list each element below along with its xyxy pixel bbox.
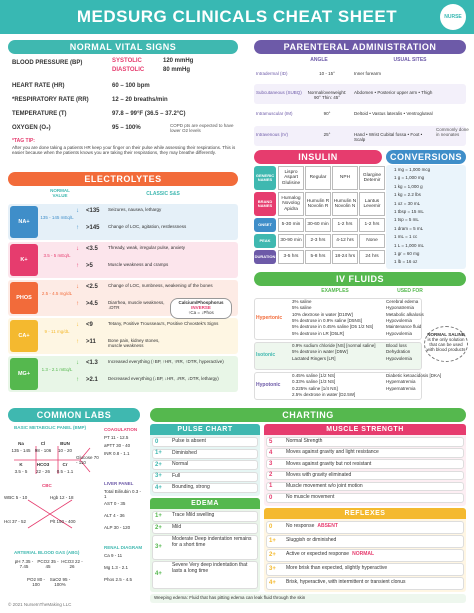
cbc-label: CBC: [42, 483, 52, 488]
insulin-cell: Lantus Levemir: [359, 192, 385, 216]
pulse-text: Full: [172, 472, 181, 479]
liver-item: Total Bilirubin 0.3 - 1: [104, 489, 142, 499]
insulin-cell: Lispro Aspart Glulisine: [278, 166, 304, 190]
bmp-bottom-value: 0.5 - 1.1: [56, 469, 74, 474]
reflex-text-label: Brisk, hyperactive, with intermittent or transient clonus: [286, 579, 406, 585]
hr-label: HEART RATE (HR): [12, 83, 65, 89]
pulse-text: Bounding, strong: [172, 484, 210, 491]
reflex-text: [286, 580, 462, 586]
insulin-row-label: PEAK: [254, 234, 276, 248]
electrolytes-header: ELECTROLYTES: [8, 172, 238, 186]
insulin-cell: 4-12 hrs: [332, 234, 358, 248]
edema-text: Trace Mild swelling: [172, 512, 215, 518]
low-arrow-icon: ↓: [76, 322, 79, 328]
electrolyte-low-value: <1.3: [86, 360, 98, 366]
page-title: MEDSURG CLINICALS CHEAT SHEET: [0, 0, 474, 34]
charting-header: CHARTING: [150, 408, 466, 422]
edema-score: 3+: [155, 543, 162, 550]
electrolyte-high-value: >4.5: [86, 301, 98, 307]
temp-label: TEMPERATURE (T): [12, 111, 67, 117]
labs-header: COMMON LABS: [8, 408, 140, 422]
edema-text: Moderate Deep indentation remains for a short time: [172, 536, 252, 548]
pulse-score: 3+: [155, 473, 162, 480]
electrolyte-high-text: Bone pain, kidney stones, muscle weakness: [108, 338, 160, 348]
reflex-score: 4+: [269, 579, 276, 586]
ivfluid-use: Hypovolemia: [386, 355, 413, 361]
muscle-score: 3: [269, 461, 273, 467]
insulin-cell: 5-30 min: [278, 218, 304, 232]
high-arrow-icon: ↑: [76, 377, 79, 383]
pulse-header: PULSE CHART: [150, 424, 260, 435]
insulin-cell: Humulin R Novolin R: [305, 192, 331, 216]
calcium-note-title: Calcium/Phosphorus: [178, 300, 224, 305]
ivfluids-col-examples: EXAMPLES: [321, 288, 349, 294]
insulin-cell: 30-60 min: [305, 218, 331, 232]
electrolyte-badge: PHOS: [10, 282, 38, 314]
reflex-score: 1+: [269, 537, 276, 544]
abg-item: SaO2 95 - 100%: [49, 577, 71, 587]
muscle-score: 1: [269, 483, 273, 490]
electrolyte-low-text: Tetany, Positive Trousseau's, Positive Chvostek's Signs: [108, 321, 219, 326]
reflex-score: 2+: [269, 551, 276, 558]
ivfluid-type: Hypertonic: [256, 315, 283, 321]
electrolyte-high-text: Change of LOC, agitation, restlessness: [108, 224, 187, 229]
conversion-item: 1 mg = 1,000 mcg: [394, 167, 431, 172]
high-arrow-icon: ↑: [76, 225, 79, 231]
pulse-score: 2+: [155, 461, 162, 468]
electrolyte-badge: CA+: [10, 320, 38, 352]
abg-item: pH 7.35 - 7.45: [14, 559, 34, 569]
diastolic-label: DIASTOLIC: [112, 67, 145, 73]
high-arrow-icon: ↑: [76, 263, 79, 269]
conversion-item: 1 L = 1,000 mL: [394, 242, 424, 248]
ivfluid-use: Maintenance fluid: [386, 324, 422, 330]
edema-score: 1+: [155, 512, 162, 519]
muscle-text: No muscle movement: [286, 494, 335, 501]
temp-value: 97.8 – 99°F (36.5 – 37.2°C): [112, 111, 186, 117]
electrolyte-high-value: >11: [86, 339, 96, 345]
ivfluid-example: 0.33% saline [1/3 NS]: [292, 379, 336, 385]
liver-item: ALP 30 - 120: [104, 525, 131, 530]
parenteral-route: Subcutaneous (SUBQ): [256, 90, 302, 95]
insulin-header: INSULIN: [254, 150, 382, 164]
reflex-tag: ABSENT: [317, 523, 338, 529]
bmp-top-value: 10 - 20: [57, 448, 72, 453]
reflex-text-label: No response: [286, 523, 315, 529]
o2-value: 95 – 100%: [112, 125, 141, 131]
ivfluid-example: 5% saline: [292, 305, 312, 311]
renal-label: RENAL DIAGRAM: [104, 545, 143, 550]
ivfluid-example: 5% dextrose in water [D5W]: [292, 349, 348, 355]
pulse-text: Diminished: [172, 449, 197, 456]
bmp-top-value: 135 - 145: [11, 448, 31, 453]
bmp-bottom-value: 3.5 - 5: [14, 469, 28, 474]
electrolyte-low-text: Seizures, nausea, lethargy: [108, 207, 162, 212]
electrolyte-range: 2.5 - 4.5 mg/dL: [41, 291, 73, 296]
insulin-cell: None: [359, 234, 385, 248]
diastolic-value: 80 mmHg: [163, 67, 191, 73]
bmp-top-name: Na: [18, 441, 24, 446]
muscle-header: MUSCLE STRENGTH: [264, 424, 466, 435]
insulin-row-label: DURATION: [254, 250, 276, 264]
abg-item: HCO3 22 - 26: [61, 559, 83, 569]
cbc-item: Hct 37 - 52: [4, 519, 27, 524]
systolic-label: SYSTOLIC: [112, 58, 142, 64]
reflex-text: [286, 524, 462, 530]
cbc-item: Plt 150 - 400: [50, 519, 76, 524]
hr-value: 60 – 100 bpm: [112, 83, 150, 89]
ivfluid-type: Isotonic: [256, 352, 276, 358]
ivfluids-header: IV FLUIDS: [254, 272, 466, 286]
reflex-text: [286, 552, 462, 558]
parenteral-sites: Deltoid • Vastus lateralis • Ventrogluteal: [354, 111, 433, 116]
insulin-cell: 24 hrs: [359, 250, 385, 264]
ivfluid-use: Cerebral edema: [386, 299, 419, 304]
parenteral-sites: Inner forearm: [354, 71, 382, 76]
electrolyte-low-value: <135: [86, 208, 100, 214]
edema-score: 4+: [155, 571, 162, 577]
abg-label: ARTERIAL BLOOD GAS (ABG): [14, 550, 80, 555]
reflex-text-label: More brisk than expected, slightly hyperactive: [286, 565, 388, 571]
abg-item: PO2 80 - 100: [26, 577, 45, 587]
liver-label: LIVER PANEL: [104, 481, 134, 486]
bmp-bottom-value: 22 - 26: [35, 469, 50, 474]
coag-item: aPTT 30 - 40: [104, 443, 131, 448]
muscle-text: Normal Strength: [286, 438, 323, 445]
pulse-text: Normal: [172, 461, 189, 468]
renal-item: Mg 1.3 - 2.1: [104, 565, 129, 570]
conversion-item: 1 kg = 2.2 lbs: [394, 192, 421, 198]
conversion-item: 1 kg = 1,000 g: [394, 183, 423, 189]
muscle-score: 0: [269, 494, 273, 501]
electrolyte-range: 9 - 11 mg/dL: [44, 329, 70, 334]
electrolyte-low-text: Thready, weak, irregular pulse, anxiety: [108, 245, 185, 250]
pulse-score: 0: [155, 438, 159, 445]
electrolyte-low-value: <9: [86, 322, 93, 328]
o2-note: COPD pts are expected to have lower O2 levels: [170, 123, 234, 133]
insulin-cell: 18-24 hrs: [332, 250, 358, 264]
insulin-cell: 30-90 min: [278, 234, 304, 248]
electrolyte-high-value: >5: [86, 263, 93, 269]
conversion-item: 1 tbsp = 15 mL: [394, 209, 424, 214]
edema-score: 2+: [155, 524, 162, 531]
parenteral-angle: 25°: [323, 132, 331, 137]
electrolyte-badge: MG+: [10, 358, 38, 390]
pulse-score: 4+: [155, 484, 162, 491]
low-arrow-icon: ↓: [76, 284, 79, 290]
reflex-text-label: Active or expected response: [286, 551, 350, 557]
calcium-note-formula: ↑Ca = ↓Phos: [188, 309, 214, 315]
ivfluids-col-used: USED FOR: [397, 288, 423, 294]
bmp-bottom-name: Cr: [62, 462, 68, 467]
ivfluid-example: 10% dextrose in water [D10W]: [292, 311, 353, 317]
electrolyte-high-text: Muscle weakness and cramps: [108, 262, 169, 267]
ivfluid-example: 0.9% sodium chloride [NS] [normal saline]: [292, 343, 376, 348]
low-arrow-icon: ↓: [76, 246, 79, 252]
pulse-score: 1+: [155, 450, 162, 457]
ivfluid-example: Lactated Ringers [LR]: [292, 355, 336, 361]
insulin-cell: 3-5 hrs: [278, 250, 304, 264]
conversion-item: 1 mL = 1 cc: [394, 234, 418, 240]
electrolyte-high-text: Decreased everything (↓BP, ↓HR, ↓RR, ↓DTR, lethargy): [108, 376, 219, 381]
parenteral-col-sites: USUAL SITES: [393, 57, 427, 63]
iv-note: Commonly done in neonates: [436, 127, 469, 137]
insulin-cell: Humalog Novolog Apidra: [278, 192, 304, 216]
parenteral-sites: Hand • Wrist Cubital fossa • Foot • Scalp: [354, 132, 423, 142]
insulin-cell: 1-2 hrs: [332, 218, 358, 232]
electrolyte-high-text: Diarrhea, muscle weakness, ↓DTR: [108, 300, 165, 310]
conversion-item: 1 tsp = 5 mL: [394, 217, 419, 223]
o2-label: OXYGEN (O₂): [12, 125, 51, 131]
tip-label: *TAG TIP:: [12, 138, 35, 144]
bmp-top-name: BUN: [60, 441, 70, 446]
ivfluid-use: Hypovolemia: [386, 330, 413, 336]
low-arrow-icon: ↓: [76, 208, 79, 214]
ivfluid-use: Hypernatremia: [386, 385, 416, 391]
ivfluid-example: 2.5% dextrose in water [D2.5W]: [292, 391, 356, 397]
electrolyte-range: 135 - 145 mEq/L: [40, 215, 74, 220]
cbc-item: WBC 5 - 10: [4, 495, 28, 500]
liver-item: ALT 4 - 36: [104, 513, 125, 518]
electrolyte-high-value: >2.1: [86, 377, 98, 383]
rr-value: 12 – 20 breaths/min: [112, 97, 168, 103]
insulin-cell: Regular: [305, 166, 331, 190]
conversion-item: 1 lb = 16 oz: [394, 259, 418, 265]
muscle-text: Moves against gravity but not resistant: [286, 460, 372, 467]
insulin-cell: 5-8 hrs: [305, 250, 331, 264]
ivfluid-example: 3% saline: [292, 299, 312, 304]
parenteral-sites: Abdomen • Posterior upper arm • Thigh: [354, 90, 433, 95]
abg-item: PCO2 35 - 45: [37, 559, 59, 569]
normal-saline-title: NORMAL SALINE: [427, 332, 465, 337]
rr-label: *RESPIRATORY RATE (RR): [12, 97, 89, 103]
parenteral-route: Intramuscular (IM): [256, 111, 293, 116]
electrolyte-low-text: Change of LOC, numbness, weakening of the bones: [108, 283, 213, 288]
reflex-score: 0: [269, 523, 273, 530]
electrolyte-range: 3.5 - 5 mEq/L: [43, 253, 71, 258]
ivfluid-use: Metabolic alkalosis: [386, 311, 424, 317]
ivfluid-use: Dehydration: [386, 349, 411, 355]
insulin-row-label: GENERIC NAMES: [254, 166, 276, 190]
muscle-text: Moves against gravity and light resistance: [286, 449, 379, 456]
insulin-cell: Humulin N Novolin N: [332, 192, 358, 216]
ivfluid-example: 5% dextrose in 0.9% saline [D5NS]: [292, 317, 363, 323]
weeping-edema-note: Weeping edema: Fluid that has pitting edema can leak fluid through the skin: [150, 594, 466, 603]
conversion-item: 1 g = 1,000 mg: [394, 175, 425, 181]
coag-item: PT 11 - 12.5: [104, 435, 129, 440]
electrolyte-low-text: Increased everything (↑BP, ↑HR, ↑RR, ↑DTR, hyperactive): [108, 359, 224, 364]
reflex-header: REFLEXES: [264, 508, 466, 519]
ivfluid-example: 0.225% saline [1/4 NS]: [292, 385, 338, 391]
pulse-text: Pulse is absent: [172, 438, 206, 445]
tip-text: After you are done taking a patients HR keep your finger on their pulse while assessing their respirations. This is easier because when the patients knows you are taking their respirations, they may breathe differently.: [12, 145, 236, 155]
high-arrow-icon: ↑: [76, 339, 79, 345]
muscle-score: 4: [269, 449, 273, 456]
insulin-row-label: BRAND NAMES: [254, 192, 276, 216]
conversion-item: 1 oz = 30 mL: [394, 200, 421, 206]
coag-label: COAGULATION: [104, 427, 138, 432]
muscle-score: 5: [269, 438, 273, 445]
reflex-tag: NORMAL: [352, 551, 375, 557]
ivfluid-use: Hyponatremia: [386, 305, 415, 311]
nurse-logo-icon: NURSE: [440, 4, 466, 30]
insulin-row-label: ONSET: [254, 218, 276, 232]
bmp-top-value: 98 - 106: [34, 448, 52, 453]
coag-item: INR 0.8 - 1.1: [104, 451, 130, 456]
conversion-item: 1 dram = 5 mL: [394, 225, 424, 231]
parenteral-angle: 10 - 15°: [319, 71, 335, 76]
ivfluid-use: Diabetic ketoacidosis [DKA]: [386, 373, 442, 378]
ivfluid-use: Blood loss: [386, 343, 407, 348]
normal-saline-text: is the only solution that can be used with blood products: [426, 336, 466, 352]
vitals-header: NORMAL VITAL SIGNS: [8, 40, 238, 54]
edema-header: EDEMA: [150, 498, 260, 509]
parenteral-angle: 90°: [323, 111, 331, 116]
ivfluid-example: 5% dextrose in 0.45% saline [D5 1/2 NS]: [292, 324, 374, 330]
bmp-bottom-name: K: [19, 462, 23, 467]
electrolyte-badge: K+: [10, 244, 38, 276]
ivfluid-type: Hypotonic: [256, 382, 281, 388]
parenteral-route: Intravenous (IV): [256, 132, 289, 137]
renal-item: Ca 9 - 11: [104, 553, 123, 558]
parenteral-col-angle: ANGLE: [310, 57, 328, 63]
copyright: © 2021 NurseInTheMaking LLC: [8, 602, 72, 607]
renal-item: Phos 2.5 - 4.5: [104, 577, 133, 582]
reflex-score: 3+: [269, 565, 276, 572]
reflex-text: [286, 566, 462, 572]
parenteral-header: PARENTERAL ADMINISTRATION: [254, 40, 466, 54]
insulin-cell: 2-3 hrs: [305, 234, 331, 248]
bmp-bottom-name: HCO3: [36, 462, 50, 467]
normal-saline-note: [424, 326, 468, 362]
parenteral-route: Intradermal (ID): [256, 71, 288, 76]
cbc-item: Hgb 12 - 18: [50, 495, 74, 500]
calcium-note-inverse: INVERSE: [191, 304, 211, 310]
conversions-header: CONVERSIONS: [386, 150, 466, 164]
ivfluid-use: Hypernatremia: [386, 379, 416, 385]
reflex-text-label: Sluggish or diminished: [286, 537, 337, 543]
ivfluid-example: 5% dextrose in LR [D5LR]: [292, 330, 345, 336]
edema-text: Mild: [172, 524, 182, 530]
bmp-top-name: Cl: [40, 441, 46, 446]
conversion-item: 1 gr = 60 mg: [394, 251, 420, 256]
glucose-value: Glucose 70 - 110: [76, 455, 99, 465]
bp-label: BLOOD PRESSURE (BP): [12, 60, 83, 66]
electrolytes-col-normal: NORMAL VALUE: [50, 188, 70, 198]
reflex-text: [286, 538, 462, 544]
muscle-text: Muscle movement w/o joint motion: [286, 482, 363, 489]
calcium-phosphorus-note: [170, 298, 232, 319]
ivfluid-use: Hypovolemia: [386, 317, 413, 323]
bmp-label: BASIC METABOLIC PANEL (BMP): [14, 425, 86, 430]
low-arrow-icon: ↓: [76, 360, 79, 366]
parenteral-angle: Normal/overweight: 90° Thin: 45°: [307, 90, 347, 100]
electrolyte-range: 1.3 - 2.1 mEq/L: [41, 367, 73, 372]
muscle-score: 2: [269, 472, 273, 479]
ivfluid-example: 0.45% saline [1/2 NS]: [292, 373, 336, 378]
insulin-cell: 1-2 hrs: [359, 218, 385, 232]
insulin-cell: NPH: [332, 166, 358, 190]
systolic-value: 120 mmHg: [163, 58, 194, 64]
insulin-cell: Glargine Detemir: [359, 166, 385, 190]
liver-item: AST 0 - 35: [104, 501, 126, 506]
electrolyte-high-value: >145: [86, 225, 100, 231]
muscle-text: Moves with gravity eliminated: [286, 471, 352, 478]
electrolyte-badge: NA+: [10, 206, 38, 238]
electrolyte-low-value: <3.5: [86, 246, 98, 252]
electrolytes-col-signs: CLASSIC S&S: [146, 191, 180, 197]
edema-text: Severe Very deep indentation that lasts a long time: [172, 562, 248, 574]
electrolyte-low-value: <2.5: [86, 284, 98, 290]
high-arrow-icon: ↑: [76, 301, 79, 307]
